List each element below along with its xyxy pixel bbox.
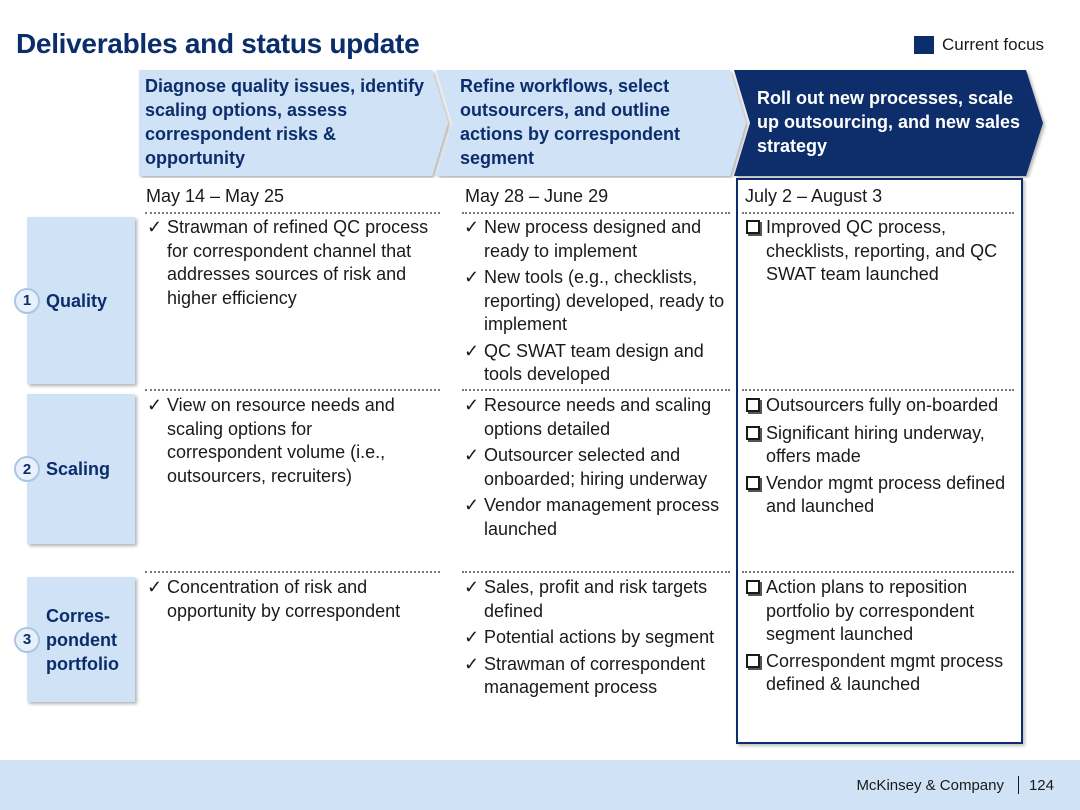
phase-3-date: July 2 – August 3: [745, 186, 883, 206]
divider: [145, 571, 440, 573]
cell-quality-phase-1: [147, 216, 437, 313]
page-number: 124: [1028, 777, 1054, 794]
check-mark-icon: ✓: [464, 577, 480, 597]
row-label-text: Scaling: [46, 459, 111, 479]
list-item: ✓ New tools (e.g., checklists, reporting) developed, ready to implement: [464, 266, 729, 337]
cell-portfolio-phase-2: [464, 576, 729, 703]
row-number-badge: 1: [14, 288, 40, 314]
list-item: ✓ QC SWAT team design and tools developed: [464, 340, 729, 387]
divider: [462, 212, 730, 214]
check-mark-icon: ✓: [147, 577, 163, 597]
list-item: Action plans to reposition portfolio by correspondent segment launched: [746, 576, 1018, 647]
cell-scaling-phase-3: [746, 394, 1018, 522]
list-item: ✓ View on resource needs and scaling options for correspondent volume (i.e., outsourcers, recruiters): [147, 394, 432, 488]
divider: [742, 571, 1014, 573]
check-mark-icon: ✓: [464, 395, 480, 415]
cell-scaling-phase-2: [464, 394, 729, 544]
divider: [742, 212, 1014, 214]
cell-quality-phase-2: [464, 216, 729, 390]
phase-chevrons: [0, 68, 1080, 178]
legend-label: Current focus: [942, 35, 1045, 54]
cell-portfolio-phase-1: [147, 576, 437, 626]
check-mark-icon: ✓: [147, 395, 163, 415]
check-mark-icon: ✓: [464, 217, 480, 237]
list-item: Significant hiring underway, offers made: [746, 422, 1018, 469]
check-mark-icon: ✓: [464, 267, 480, 287]
list-item: ✓ Sales, profit and risk targets defined: [464, 576, 729, 623]
list-item: ✓ New process designed and ready to implement: [464, 216, 729, 263]
list-item: ✓ Outsourcer selected and onboarded; hiring underway: [464, 444, 729, 491]
divider: [145, 389, 440, 391]
check-mark-icon: ✓: [464, 340, 480, 361]
check-mark-icon: ✓: [464, 653, 480, 674]
row-label-quality: [22, 217, 135, 384]
phase-3-title: Roll out new processes, scale up outsourcing, and new sales strategy: [757, 88, 1021, 156]
footer-divider: [1018, 776, 1019, 794]
list-item: ✓ Strawman of refined QC process for correspondent channel that addresses sources of risk and higher efficiency: [147, 216, 437, 310]
phase-1-title: Diagnose quality issues, identify scaling options, assess correspondent risks & opportunity: [145, 76, 425, 168]
row-number-badge: 3: [14, 627, 40, 653]
divider: [145, 212, 440, 214]
empty-checkbox-icon: [746, 576, 766, 647]
list-item: ✓ Strawman of correspondent management process: [464, 653, 729, 700]
row-number-badge: 2: [14, 456, 40, 482]
check-mark-icon: ✓: [147, 217, 163, 237]
empty-checkbox-icon: [746, 394, 766, 419]
check-mark-icon: ✓: [464, 495, 480, 515]
check-mark-icon: ✓: [464, 445, 480, 465]
list-item: ✓ Concentration of risk and opportunity by correspondent: [147, 576, 437, 623]
page-title: Deliverables and status update: [16, 28, 420, 59]
list-item: ✓ Potential actions by segment: [464, 626, 729, 650]
divider: [742, 389, 1014, 391]
divider: [462, 571, 730, 573]
phase-2-title: Refine workflows, select outsourcers, and outline actions by correspondent segment: [460, 76, 681, 168]
footer: [0, 760, 1080, 810]
legend-swatch: [914, 36, 934, 54]
list-item: ✓ Resource needs and scaling options detailed: [464, 394, 729, 441]
row-label-scaling: [22, 394, 135, 544]
list-item: Vendor mgmt process defined and launched: [746, 472, 1018, 519]
list-item: Outsourcers fully on-boarded: [746, 394, 1018, 419]
cell-scaling-phase-1: [147, 394, 432, 491]
phase-1-date: May 14 – May 25: [146, 186, 285, 206]
list-item: Improved QC process, checklists, reporting, and QC SWAT team launched: [746, 216, 1018, 287]
footer-brand: McKinsey & Company: [856, 777, 1004, 794]
legend: [914, 35, 1044, 55]
empty-checkbox-icon: [746, 216, 766, 287]
check-mark-icon: ✓: [464, 627, 480, 647]
row-label-correspondent-portfolio: [22, 577, 135, 702]
row-label-text: Corres-pondent portfolio: [46, 605, 119, 674]
empty-checkbox-icon: [746, 472, 766, 519]
cell-portfolio-phase-3: [746, 576, 1018, 700]
empty-checkbox-icon: [746, 650, 766, 697]
row-label-text: Quality: [46, 290, 108, 311]
cell-quality-phase-3: [746, 216, 1018, 290]
empty-checkbox-icon: [746, 422, 766, 469]
phase-2-date: May 28 – June 29: [465, 186, 609, 206]
list-item: ✓ Vendor management process launched: [464, 494, 729, 541]
list-item: Correspondent mgmt process defined & launched: [746, 650, 1018, 697]
